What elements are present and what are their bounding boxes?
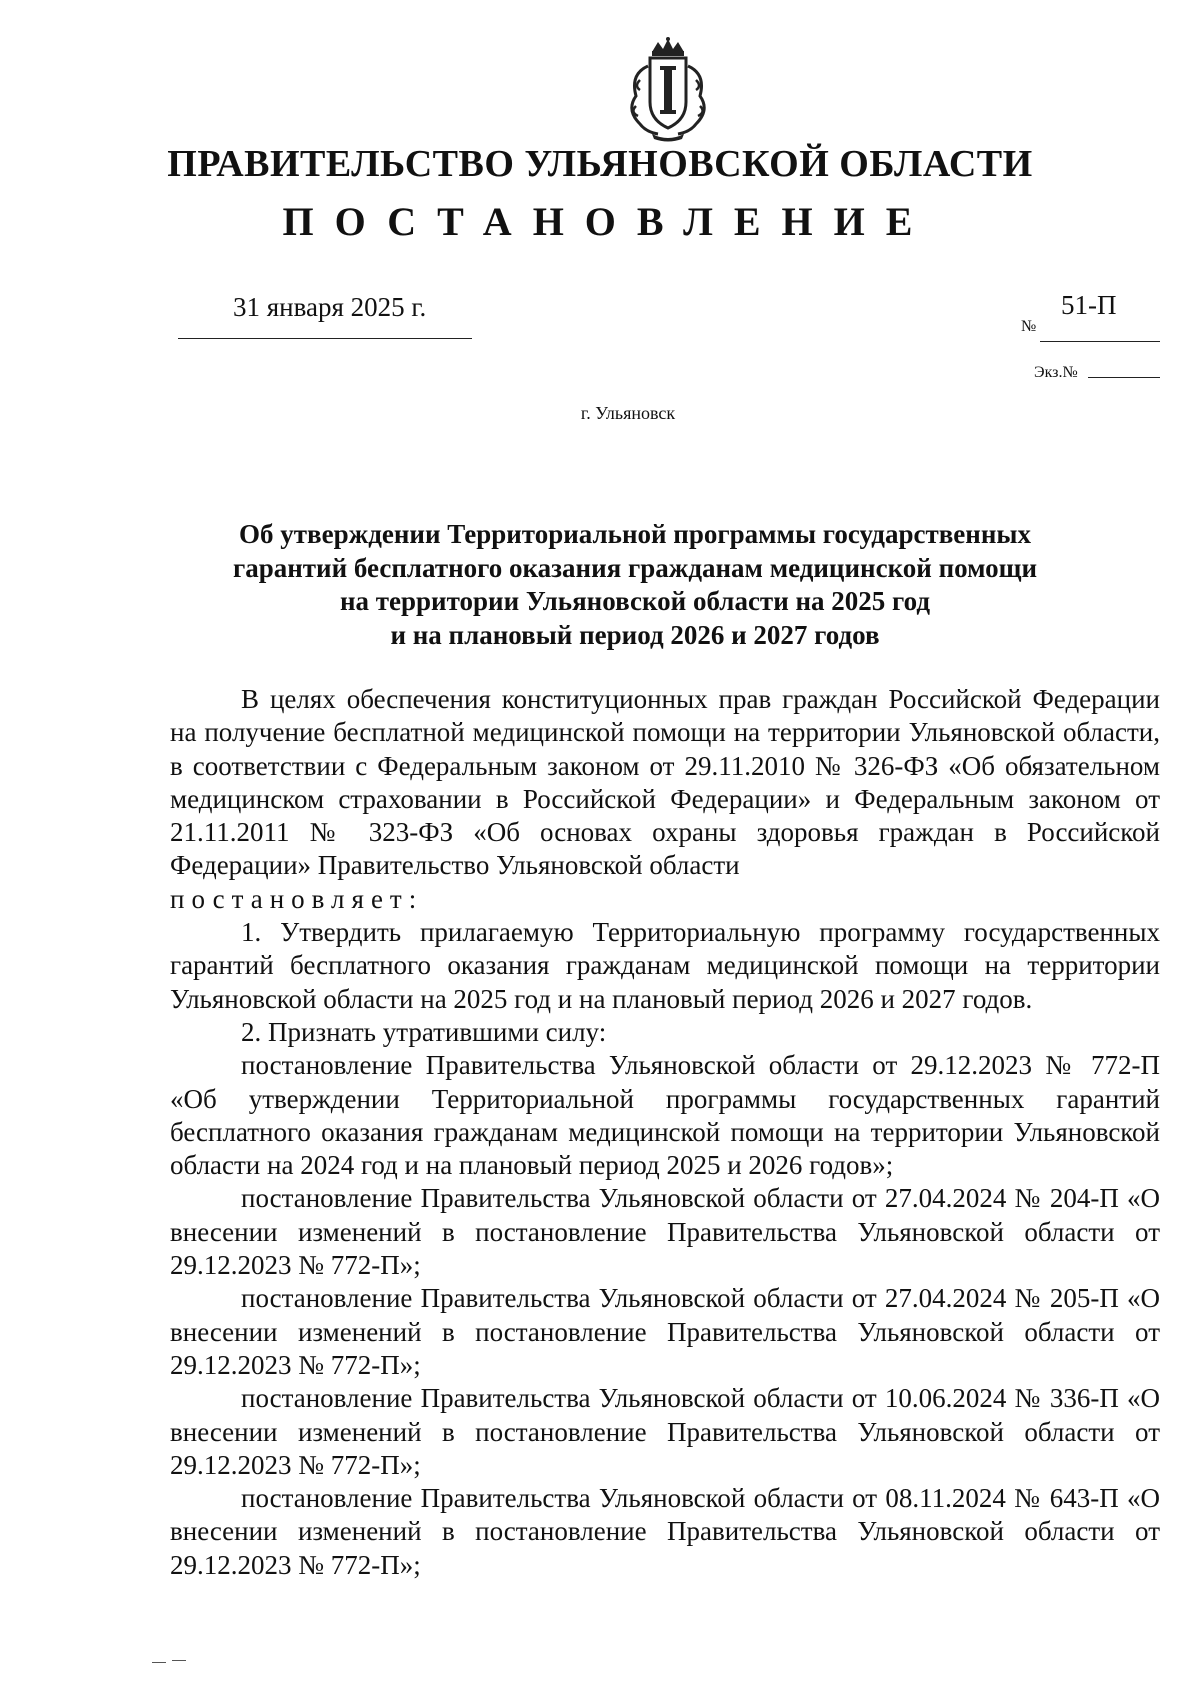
heading-line: и на плановый период 2026 и 2027 годов	[390, 619, 880, 650]
repealed-item: постановление Правительства Ульяновской области от 10.06.2024 № 336-П «О внесении изменений в постановление Правительства Ульяновской области от 29.12.2023 № 772-П»;	[170, 1383, 1160, 1480]
date-underline	[178, 338, 472, 339]
copy-number-label: Экз.№	[1034, 364, 1078, 381]
number-sign: №	[1021, 318, 1037, 335]
repealed-item: постановление Правительства Ульяновской области от 29.12.2023 № 772-П «Об утверждении Территориальной программы государственных гарантий бесплатного оказания гражданам медицинской помощи на территории Ульяновской области на 2024 год и на плановый период 2025 и 2026 годов»;	[170, 1050, 1160, 1181]
document-number: 51-П	[1061, 290, 1117, 320]
repealed-item: постановление Правительства Ульяновской области от 27.04.2024 № 204-П «О внесении изменений в постановление Правительства Ульяновской области от 29.12.2023 № 772-П»;	[170, 1183, 1160, 1281]
heading-line: гарантий бесплатного оказания гражданам медицинской помощи	[232, 552, 1038, 583]
resolves-text: постановляет:	[170, 883, 424, 914]
item-1: 1. Утвердить прилагаемую Территориальную программу государственных гарантий бесплатного оказания гражданам медицинской помощи на территории Ульяновской области на 2025 год и на плановый период 2026 и 2027 годов.	[170, 917, 1160, 1014]
coat-of-arms-icon	[622, 36, 714, 142]
preamble-text: В целях обеспечения конституционных прав граждан Российской Федерации на получение бесплатной медицинской помощи на территории Ульяновской области, в соответствии с Федеральным законом от 29.11.2010 № 326-ФЗ «Об обязательном медицинском страховании в Российской Федерации» и Федеральным законом от 21.11.2011 № 323-ФЗ «Об основах охраны здоровья граждан в Российской Федерации» Правительство Ульяновской области	[170, 684, 1160, 881]
city: г. Ульяновск	[580, 403, 676, 423]
item-2: 2. Признать утратившими силу:	[241, 1016, 607, 1047]
document-date: 31 января 2025 г.	[233, 292, 427, 322]
document-heading	[170, 518, 1100, 652]
page-mark	[172, 1660, 186, 1661]
heading-line: Об утверждении Территориальной программы государственных	[239, 519, 1031, 549]
repealed-item: постановление Правительства Ульяновской области от 08.11.2024 № 643-П «О внесении изменений в постановление Правительства Ульяновской области от 29.12.2023 № 772-П»;	[170, 1483, 1160, 1580]
document-type: ПОСТАНОВЛЕНИЕ	[282, 199, 934, 244]
number-underline	[1040, 341, 1160, 342]
government-title: ПРАВИТЕЛЬСТВО УЛЬЯНОВСКОЙ ОБЛАСТИ	[167, 143, 1033, 185]
copy-number-underline	[1088, 377, 1160, 378]
preamble-paragraph	[170, 683, 1160, 883]
repealed-item: постановление Правительства Ульяновской области от 27.04.2024 № 205-П «О внесении изменений в постановление Правительства Ульяновской области от 29.12.2023 № 772-П»;	[170, 1283, 1160, 1380]
heading-line: на территории Ульяновской области на 2025 год	[339, 586, 931, 616]
document-body	[170, 683, 1160, 1582]
resolves-line	[170, 883, 1160, 916]
page-mark	[152, 1662, 166, 1663]
